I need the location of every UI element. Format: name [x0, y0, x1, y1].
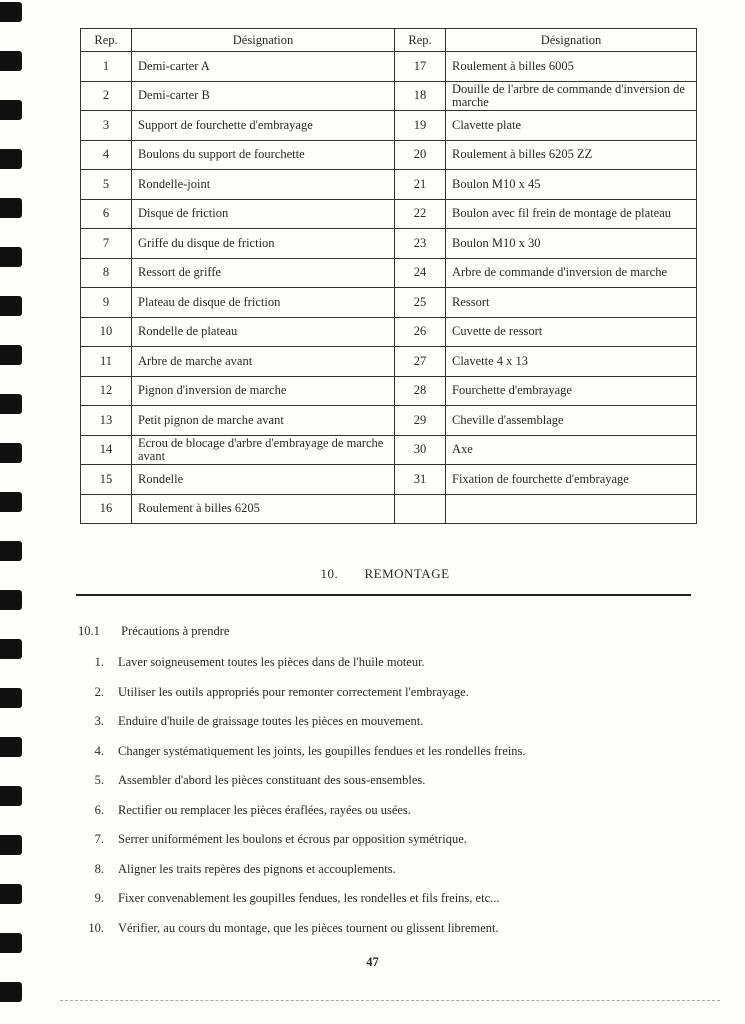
part-rep-left: 2 — [81, 81, 132, 111]
part-designation-right: Cuvette de ressort — [446, 317, 697, 347]
part-designation-right: Clavette plate — [446, 111, 697, 141]
binding-hole — [0, 688, 22, 708]
table-row — [81, 258, 697, 288]
step-text: Aligner les traits repères des pignons et accouplements. — [118, 861, 396, 876]
header-designation-1: Désignation — [132, 29, 395, 52]
binding-hole — [0, 100, 22, 120]
part-designation-left: Pignon d'inversion de marche — [132, 376, 395, 406]
binding-hole — [0, 149, 22, 169]
part-rep-left: 4 — [81, 140, 132, 170]
part-rep-right: 23 — [395, 229, 446, 259]
subsection-number: 10.1 — [78, 624, 100, 638]
subsection-title: Précautions à prendre — [121, 624, 230, 638]
step-text: Vérifier, au cours du montage, que les pièces tournent ou glissent librement. — [118, 920, 499, 935]
table-row — [81, 376, 697, 406]
header-rep-2: Rep. — [395, 29, 446, 52]
part-designation-left: Demi-carter A — [132, 52, 395, 82]
header-designation-2: Désignation — [446, 29, 697, 52]
part-designation-left: Ecrou de blocage d'arbre d'embrayage de marche avant — [132, 435, 395, 465]
part-designation-left: Petit pignon de marche avant — [132, 406, 395, 436]
table-row — [81, 288, 697, 318]
table-row — [81, 229, 697, 259]
part-rep-right: 27 — [395, 347, 446, 377]
table-row — [81, 347, 697, 377]
part-rep-left: 3 — [81, 111, 132, 141]
table-row — [81, 170, 697, 200]
step-text: Rectifier ou remplacer les pièces éraflées, rayées ou usées. — [118, 802, 411, 817]
list-item — [70, 682, 690, 712]
list-item — [70, 741, 690, 771]
part-designation-left: Arbre de marche avant — [132, 347, 395, 377]
step-text: Enduire d'huile de graissage toutes les pièces en mouvement. — [118, 714, 424, 728]
table-row — [81, 199, 697, 229]
part-rep-left: 7 — [81, 229, 132, 259]
part-designation-right: Roulement à billes 6005 — [446, 52, 697, 82]
binding-hole — [0, 737, 22, 757]
step-number: 4. — [94, 743, 104, 758]
binding-hole — [0, 394, 22, 414]
part-rep-right: 17 — [395, 52, 446, 82]
page-number: 47 — [366, 955, 379, 969]
spiral-binding — [0, 0, 26, 1024]
part-rep-left: 14 — [81, 435, 132, 465]
subsection-heading — [78, 624, 229, 639]
part-rep-right: 22 — [395, 199, 446, 229]
step-text: Laver soigneusement toutes les pièces dans de l'huile moteur. — [118, 655, 425, 669]
part-rep-left: 10 — [81, 317, 132, 347]
binding-hole — [0, 296, 22, 316]
part-rep-left: 16 — [81, 494, 132, 524]
table-row — [81, 81, 697, 111]
table-row — [81, 406, 697, 436]
part-rep-right: 30 — [395, 435, 446, 465]
section-number: 10. — [320, 566, 339, 581]
header-rep-1: Rep. — [81, 29, 132, 52]
part-designation-left: Rondelle-joint — [132, 170, 395, 200]
part-designation-left: Support de fourchette d'embrayage — [132, 111, 395, 141]
part-rep-left: 9 — [81, 288, 132, 318]
section-heading — [80, 566, 690, 582]
step-text: Assembler d'abord les pièces constituant des sous-ensembles. — [118, 773, 426, 787]
step-text: Changer systématiquement les joints, les goupilles fendues et les rondelles freins. — [118, 743, 526, 758]
list-item — [70, 918, 690, 948]
table-row — [81, 435, 697, 465]
step-number: 2. — [94, 684, 104, 699]
parts-table — [80, 28, 697, 524]
part-rep-right: 19 — [395, 111, 446, 141]
binding-hole — [0, 835, 22, 855]
part-designation-right: Fourchette d'embrayage — [446, 376, 697, 406]
part-designation-right: Axe — [446, 435, 697, 465]
binding-hole — [0, 590, 22, 610]
step-number: 1. — [94, 655, 104, 669]
part-designation-left: Rondelle de plateau — [132, 317, 395, 347]
list-item — [70, 800, 690, 830]
part-rep-right: 29 — [395, 406, 446, 436]
table-row — [81, 111, 697, 141]
binding-hole — [0, 933, 22, 953]
step-text: Utiliser les outils appropriés pour remonter correctement l'embrayage. — [118, 684, 469, 699]
part-designation-right: Roulement à billes 6205 ZZ — [446, 140, 697, 170]
part-designation-right: Douille de l'arbre de commande d'inversion de marche — [446, 81, 697, 111]
part-designation-left: Rondelle — [132, 465, 395, 495]
part-rep-left: 5 — [81, 170, 132, 200]
binding-hole — [0, 492, 22, 512]
part-rep-right: 20 — [395, 140, 446, 170]
binding-hole — [0, 2, 22, 22]
part-designation-right — [446, 494, 697, 524]
part-rep-right: 31 — [395, 465, 446, 495]
part-rep-left: 1 — [81, 52, 132, 82]
part-designation-left: Ressort de griffe — [132, 258, 395, 288]
scan-artifact-line — [60, 1000, 720, 1001]
precautions-list — [70, 652, 690, 947]
part-designation-right: Boulon M10 x 30 — [446, 229, 697, 259]
step-number: 10. — [88, 920, 104, 935]
part-rep-right — [395, 494, 446, 524]
table-header-row — [81, 29, 697, 52]
part-rep-left: 8 — [81, 258, 132, 288]
step-number: 8. — [94, 861, 104, 876]
step-number: 9. — [94, 891, 104, 905]
part-rep-left: 13 — [81, 406, 132, 436]
part-designation-left: Roulement à billes 6205 — [132, 494, 395, 524]
list-item — [70, 711, 690, 741]
part-designation-left: Disque de friction — [132, 199, 395, 229]
part-rep-left: 15 — [81, 465, 132, 495]
part-designation-right: Clavette 4 x 13 — [446, 347, 697, 377]
part-designation-right: Ressort — [446, 288, 697, 318]
section-title: REMONTAGE — [364, 566, 450, 581]
binding-hole — [0, 884, 22, 904]
section-divider — [76, 594, 691, 596]
list-item — [70, 652, 690, 682]
list-item — [70, 888, 690, 918]
step-number: 5. — [94, 773, 104, 787]
binding-hole — [0, 639, 22, 659]
part-rep-left: 11 — [81, 347, 132, 377]
part-designation-left: Boulons du support de fourchette — [132, 140, 395, 170]
table-row — [81, 52, 697, 82]
part-designation-left: Demi-carter B — [132, 81, 395, 111]
binding-hole — [0, 247, 22, 267]
step-text: Fixer convenablement les goupilles fendues, les rondelles et fils freins, etc... — [118, 891, 500, 905]
part-rep-right: 28 — [395, 376, 446, 406]
table-row — [81, 465, 697, 495]
part-designation-right: Boulon avec fil frein de montage de plateau — [446, 199, 697, 229]
part-rep-right: 18 — [395, 81, 446, 111]
step-number: 6. — [94, 802, 104, 817]
binding-hole — [0, 443, 22, 463]
list-item — [70, 829, 690, 859]
part-designation-right: Cheville d'assemblage — [446, 406, 697, 436]
table-row — [81, 317, 697, 347]
part-rep-left: 6 — [81, 199, 132, 229]
part-rep-right: 26 — [395, 317, 446, 347]
part-designation-left: Plateau de disque de friction — [132, 288, 395, 318]
binding-hole — [0, 982, 22, 1002]
step-number: 3. — [94, 714, 104, 728]
table-row — [81, 494, 697, 524]
step-text: Serrer uniformément les boulons et écrous par opposition symétrique. — [118, 832, 467, 846]
part-designation-right: Fixation de fourchette d'embrayage — [446, 465, 697, 495]
binding-hole — [0, 345, 22, 365]
part-designation-right: Arbre de commande d'inversion de marche — [446, 258, 697, 288]
binding-hole — [0, 51, 22, 71]
part-rep-right: 21 — [395, 170, 446, 200]
part-rep-right: 25 — [395, 288, 446, 318]
table-row — [81, 140, 697, 170]
part-rep-left: 12 — [81, 376, 132, 406]
binding-hole — [0, 198, 22, 218]
step-number: 7. — [94, 832, 104, 846]
list-item — [70, 770, 690, 800]
part-designation-left: Griffe du disque de friction — [132, 229, 395, 259]
binding-hole — [0, 541, 22, 561]
binding-hole — [0, 786, 22, 806]
part-rep-right: 24 — [395, 258, 446, 288]
list-item — [70, 859, 690, 889]
part-designation-right: Boulon M10 x 45 — [446, 170, 697, 200]
